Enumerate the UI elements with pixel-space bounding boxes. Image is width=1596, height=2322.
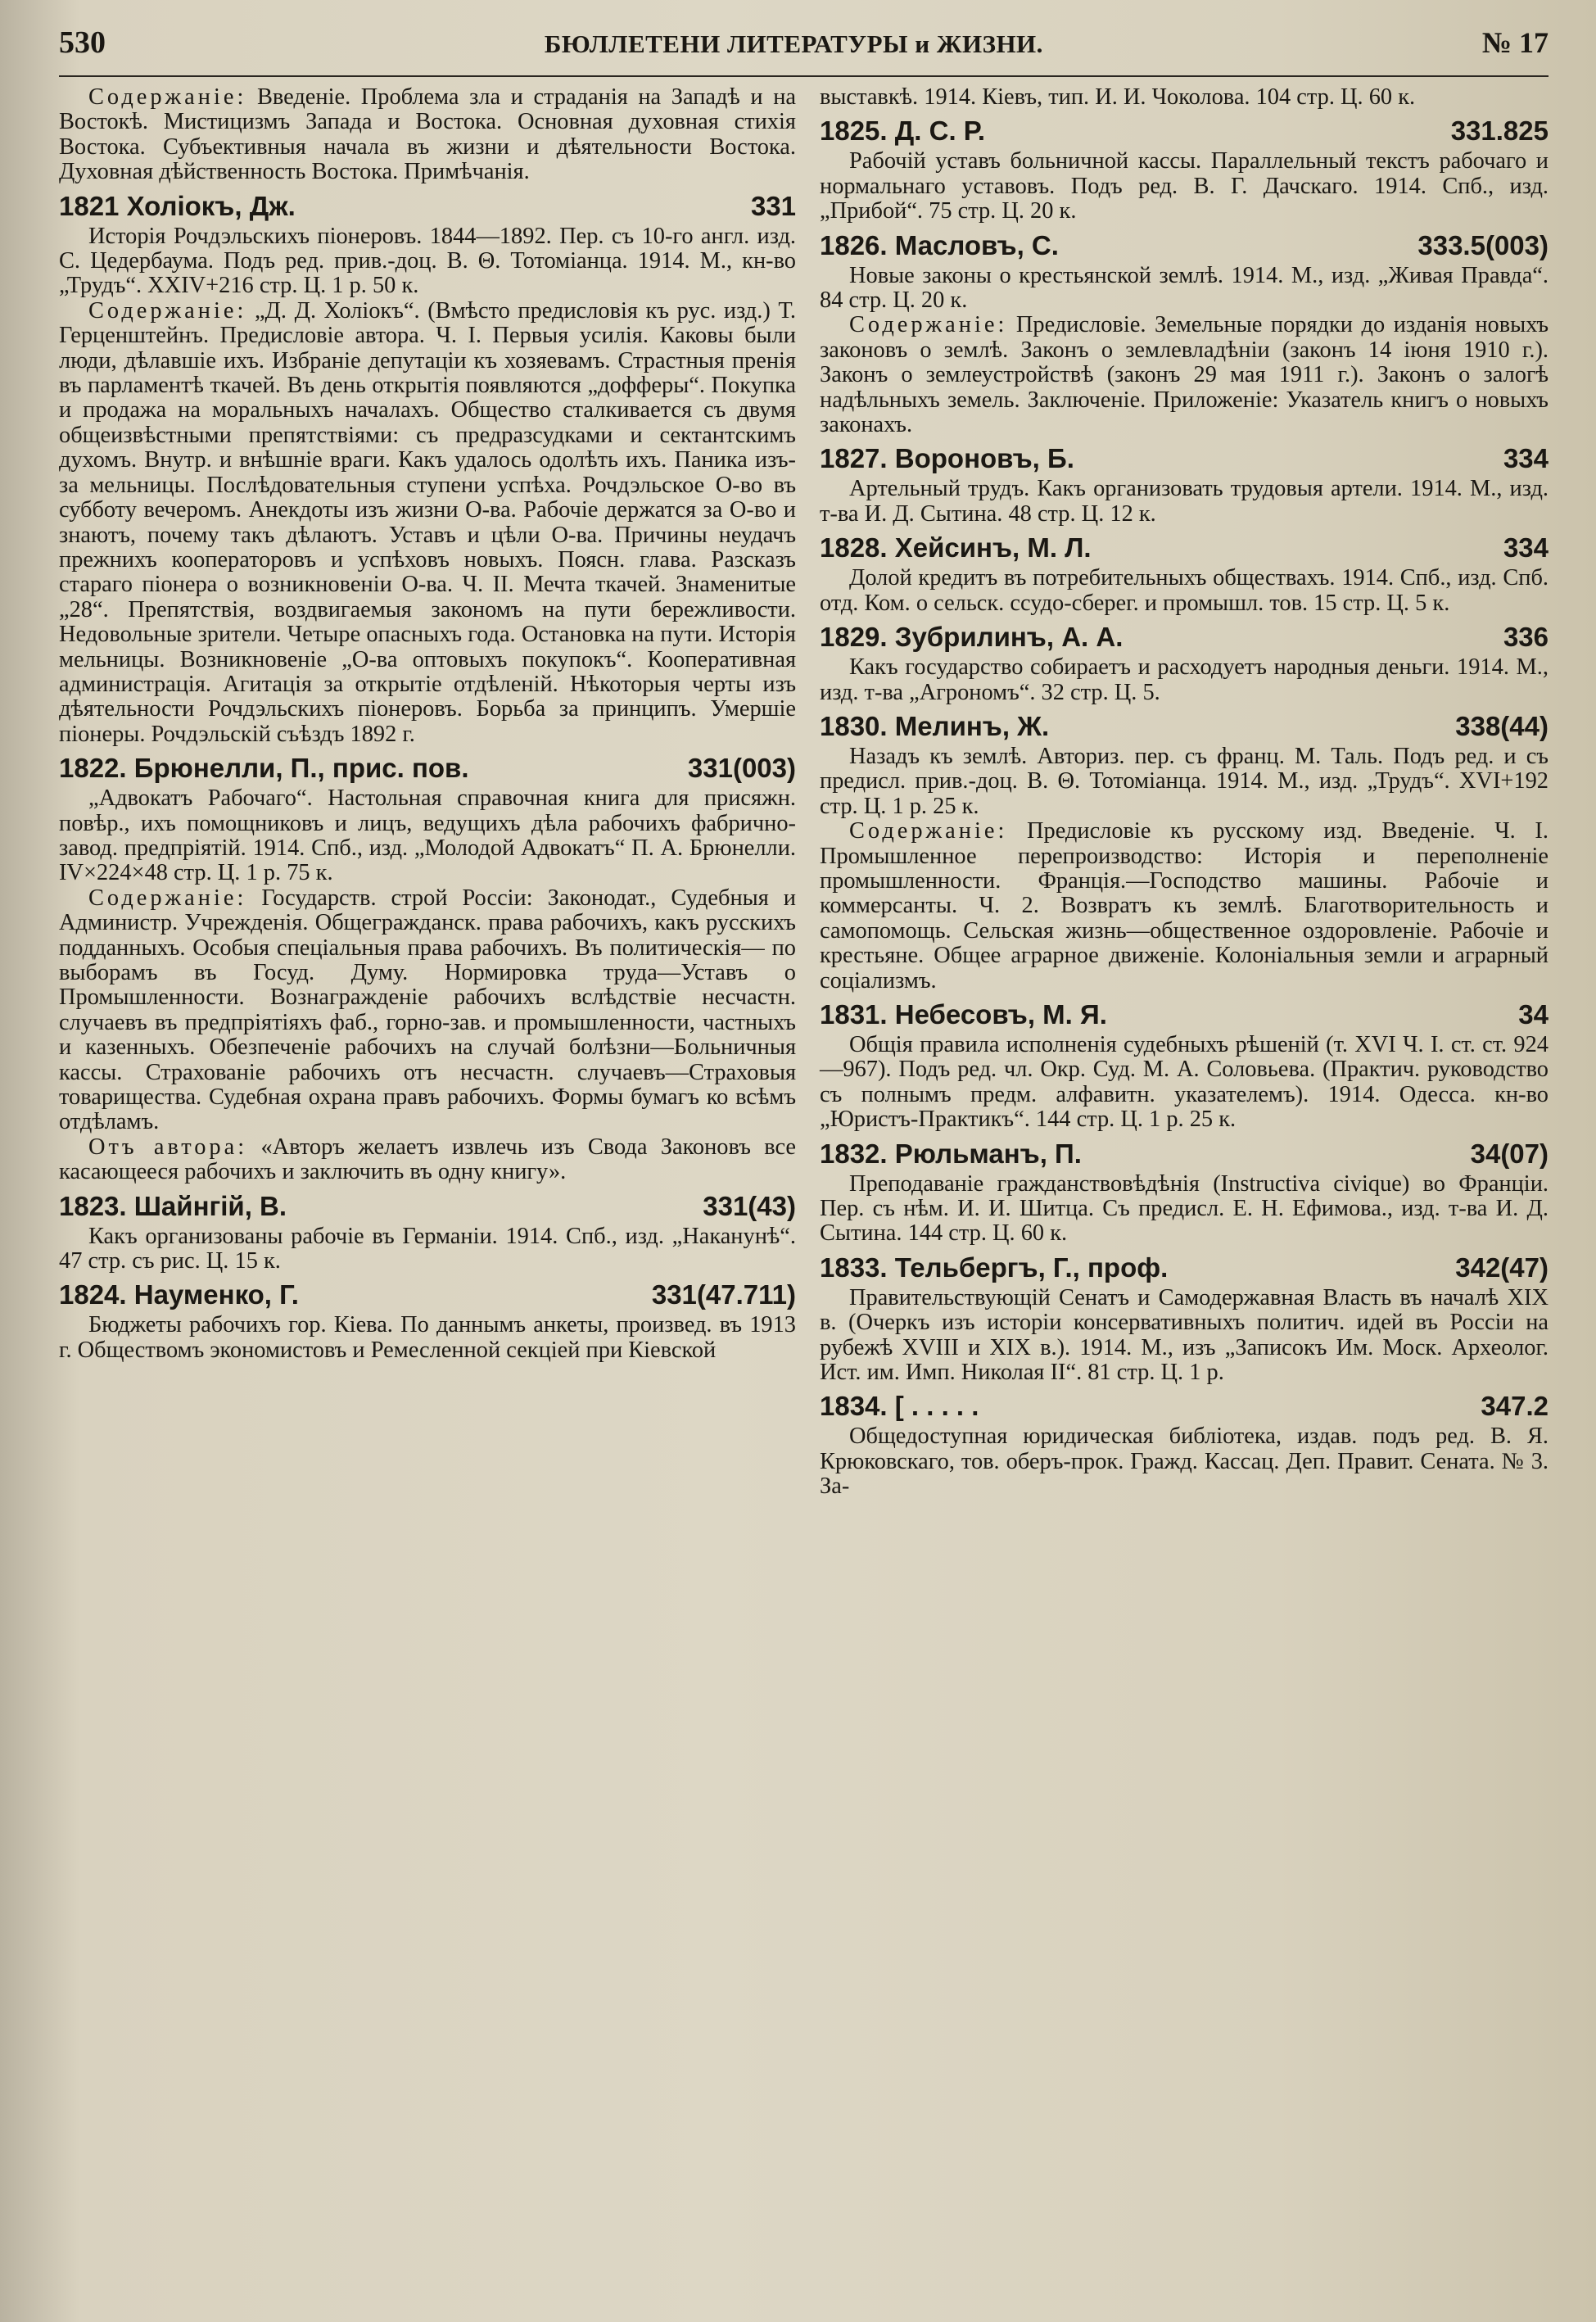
entry-classification: 336 [1503,622,1549,653]
entry-contents [820,819,1549,994]
entry-num-author [820,621,1123,654]
right-column [820,85,1549,1500]
journal-title: БЮЛЛЕТЕНИ ЛИТЕРАТУРЫ и ЖИЗНИ. [544,29,1043,58]
entry-author: Масловъ, С. [894,229,1059,260]
entry-heading [820,1138,1549,1170]
entry-number: 1832. [820,1138,888,1169]
entry-description: Какъ организованы рабочіе въ Германіи. 1914. Спб., изд. „Наканунѣ“. 47 стр. съ рис. Ц. 15 к. [59,1223,796,1274]
entry-heading [820,1252,1549,1284]
entry-number: 1831. [820,998,888,1030]
entry-classification: 333.5(003) [1417,229,1549,260]
entry-contents [59,886,796,1135]
entry-classification: 34 [1518,998,1549,1030]
page-number: 530 [59,25,106,60]
contents-text: Предисловіе къ русскому изд. Введеніе. Ч. I. Промышленное перепроизводство: Исторія и переполненіе промышленности. Франція.—Господство машины. Рабочіе и коммерсанты. Ч. 2. Возвратъ къ землѣ. Благотворительность и самопомощь. Сельская жизнь—общественное оздоровленіе. Рабочіе и крестьяне. Общее аграрное движеніе. Колоніальныя земли и аграрный соціализмъ. [820,818,1549,994]
entry-number: 1823. [59,1190,127,1221]
entry-classification: 331(43) [703,1190,796,1221]
contents-text: „Д. Д. Холіокъ“. (Вмѣсто предисловія къ рус. изд.) Т. Герценштейнъ. Предисловіе автора. Ч. I. Первыя усилія. Каковы были люди, дѣлавшіе ихъ. Избраніе депутаціи къ хозяевамъ. Страстныя пренія въ парламентѣ ткачей. Въ день открытія появляются „дофферы“. Покупка и продажа на моральныхъ началахъ. Общество сталкивается съ двумя общеизвѣстными препятствіями: съ предразсудками и сектантскимъ духомъ. Внутр. и внѣшніе враги. Какъ удалось одолѣть ихъ. Паника изъ-за мельницы. Послѣдовательныя ступени успѣха. Рочдэльское О-во въ субботу вечеромъ. Анекдоты изъ жизни О-ва. Рабочіе держатся за О-во и знаютъ, почему такъ дѣлаютъ. Уставъ и цѣли О-ва. Причины неудачъ прежнихъ кооператоровъ и успѣховъ новыхъ. Поясн. глава. Разсказъ стараго піонера о возникновеніи О-ва. Ч. II. Мечта ткачей. Знаменитые „28“. Препятствія, воздвигаемыя закономъ на пути бережливости. Недовольные зрители. Четыре опасныхъ года. Остановка на пути. Исторія мельницы. Возникновеніе „О-ва оптовыхъ покупокъ“. Кооперативная администрація. Агитація за открытіе отдѣленій. Нѣкоторыя черты изъ дѣятельности Рочдэльскихъ піонеровъ. Борьба за принципъ. Умершіе піонеры. Рочдэльскій съѣздъ 1892 г. [59,297,796,747]
entry-author: Рюльманъ, П. [894,1138,1082,1169]
entry-description: Долой кредитъ въ потребительныхъ обществахъ. 1914. Спб., изд. Спб. отд. Ком. о сельск. ссудо-сберег. и промышл. тов. 15 стр. Ц. 5 к. [820,565,1549,616]
entry-description: Артельный трудъ. Какъ организовать трудовыя артели. 1914. М., изд. т-ва И. Д. Сытина. 48 стр. Ц. 12 к. [820,476,1549,527]
author-note [59,1135,796,1185]
entry-number: 1825. [820,115,888,147]
entry-description: „Адвокатъ Рабочаго“. Настольная справочная книга для присяжн. повѣр., ихъ помощниковъ и лицъ, ведущихъ дѣла рабочихъ фабрично-завод. предпріятій. 1914. Спб., изд. „Молодой Адвокатъ“ П. А. Брюнелли. IV×224×48 стр. Ц. 1 р. 75 к. [59,785,796,886]
author-note-text: «Авторъ желаетъ извлечь изъ Свода Законовъ все касающееся рабочихъ и заключить въ одну книгу». [59,1134,796,1185]
entry-num-author [59,1190,287,1223]
contents-text: Введеніе. Проблема зла и страданія на Западѣ и на Востокѣ. Мистицизмъ Запада и Востока. Основная духовная стихія Востока. Субъективныя начала въ жизни и дѣятельности Востока. Духовная дѣйственность Востока. Примѣчанія. [59,84,796,185]
entry-heading [820,532,1549,564]
entry-number: 1827. [820,443,888,474]
entry-num-author [820,998,1107,1031]
entry-classification: 331(003) [687,753,796,784]
entry-number: 1821 [59,190,120,221]
intro-contents [59,85,796,185]
entry-number: 1833. [820,1252,888,1283]
entry-classification: 334 [1503,443,1549,474]
entry-description: Общія правила исполненія судебныхъ рѣшеній (т. XVI Ч. I. ст. ст. 924—967). Подъ ред. чл. Окр. Суд. М. А. Соловьева. (Практич. руководство съ полнымъ предм. алфавитн. указателемъ). 1914. Одесса. кн-во „Юристъ-Практикъ“. 144 стр. Ц. 1 р. 25 к. [820,1031,1549,1133]
contents-label: Содержаніе: [88,84,247,110]
entry-heading [59,190,796,223]
entry-number: 1826. [820,229,888,260]
entry-description: Преподаваніе гражданствовѣдѣнія (Instructiva civique) во Франціи. Пер. съ нѣм. И. И. Шитца. Съ предисл. Е. Н. Ефимова., изд. т-ва И. Д. Сытина. 144 стр. Ц. 60 к. [820,1170,1549,1247]
contents-label: Содержаніе: [88,885,247,911]
entry-contents [820,313,1549,437]
entry-num-author [820,442,1074,475]
entry-number: 1824. [59,1279,127,1310]
entry-number: 1828. [820,532,888,564]
entry-number: 1822. [59,753,127,784]
entry-classification: 331 [750,190,796,221]
entry-num-author [820,115,985,147]
entry-num-author [820,1138,1082,1170]
entry-classification: 331(47.711) [651,1279,796,1310]
entry-classification: 334 [1503,532,1549,564]
entry-heading [59,1279,796,1311]
left-column [59,85,796,1500]
entry-classification: 331.825 [1450,115,1549,147]
entry-number: 1834. [820,1391,888,1422]
entry-classification: 347.2 [1481,1391,1549,1422]
entry-num-author [820,1390,979,1423]
entry-heading [820,710,1549,743]
entry-heading [820,998,1549,1031]
columns [59,85,1549,1500]
entry-heading [820,442,1549,475]
entry-description: Новые законы о крестьянской землѣ. 1914. М., изд. „Живая Правда“. 84 стр. Ц. 20 к. [820,262,1549,314]
entry-author: [ . . . . . [894,1391,979,1422]
entry-classification: 338(44) [1455,710,1549,741]
entry-description: Какъ государство собираетъ и расходуетъ народныя деньги. 1914. М., изд. т-ва „Агрономъ“. 32 стр. Ц. 5. [820,654,1549,705]
entry-author: Небесовъ, М. Я. [894,998,1107,1030]
entry-description: Рабочій уставъ больничной кассы. Параллельный текстъ рабочаго и нормальнаго уставовъ. Подъ ред. В. Г. Дачскаго. 1914. Спб., изд. „Прибой“. 75 стр. Ц. 20 к. [820,148,1549,224]
entry-num-author [59,752,469,785]
entry-description: Исторія Рочдэльскихъ піонеровъ. 1844—1892. Пер. съ 10-го англ. изд. С. Цедербаума. Подъ ред. прив.-доц. В. Θ. Тотоміанца. 1914. М., кн-во „Трудъ“. XXIV+216 стр. Ц. 1 р. 50 к. [59,223,796,299]
entry-author: Вороновъ, Б. [894,443,1074,474]
contents-label: Содержаніе: [849,312,1008,338]
continuation-text: выставкѣ. 1914. Кіевъ, тип. И. И. Чоколова. 104 стр. Ц. 60 к. [820,84,1416,110]
contents-label: Содержаніе: [88,297,247,324]
entry-heading [59,752,796,785]
entry-contents [59,299,796,747]
entry-num-author [59,1279,299,1311]
entry-author: Холіокъ, Дж. [126,190,296,221]
entry-num-author [820,710,1049,743]
entry-number: 1830. [820,710,888,741]
entry-heading [820,229,1549,262]
entry-author: Хейсинъ, М. Л. [894,532,1092,564]
entry-author: Мелинъ, Ж. [894,710,1050,741]
contents-label: Содержаніе: [849,818,1008,844]
contents-text: Государств. строй Россіи: Законодат., Судебныя и Администр. Учрежденія. Общегражданск. права рабочихъ, какъ русскихъ подданныхъ. Особыя спеціальныя права рабочихъ. Въ политическія— по выборамъ въ Госуд. Думу. Нормировка труда—Уставъ о Промышленности. Вознагражденіе рабочихъ вслѣдствіе несчастн. случаевъ въ предпріятіяхъ фаб., горно-зав. и промышленности, частныхъ и казенныхъ. Обезпеченіе рабочихъ на случай болѣзни—Больничныя кассы. Страхованіе рабочихъ отъ несчастн. случаевъ—Страховыя товарищества. Судебная охрана правъ рабочихъ. Формы бумагъ ко всѣмъ отдѣламъ. [59,885,796,1135]
entry-description: Бюджеты рабочихъ гор. Кіева. По даннымъ анкеты, произвед. въ 1913 г. Обществомъ экономистовъ и Ремесленной секціей при Кіевской [59,1312,796,1363]
entry-classification: 342(47) [1455,1252,1549,1283]
entry-author: Шайнгій, В. [133,1190,287,1221]
entry-description: Общедоступная юридическая библіотека, издав. подъ ред. В. Я. Крюковскаго, тов. оберъ-прок. Гражд. Кассац. Деп. Правит. Сената. № 3. За- [820,1424,1549,1500]
entry-heading [59,1190,796,1223]
author-note-label: Отъ автора: [88,1134,248,1160]
entry-description: Назадъ къ землѣ. Авториз. пер. съ франц. М. Таль. Подъ ред. и съ предисл. прив.-доц. В. Θ. Тотоміанца. 1914. М., изд. „Трудъ“. XVI+192 стр. Ц. 1 р. 25 к. [820,743,1549,819]
issue-number: № 17 [1481,26,1549,59]
entry-author: Зубрилинъ, А. А. [894,622,1124,653]
entry-author: Науменко, Г. [133,1279,299,1310]
entry-num-author [820,532,1092,564]
entry-num-author [820,229,1059,262]
entry-number: 1829. [820,622,888,653]
page-header [59,25,1549,77]
contents-text: Предисловіе. Земельные порядки до изданія новыхъ законовъ о землѣ. Законъ о землевладѣніи (законъ 14 іюня 1910 г.). Законъ о землеустройствѣ (законъ 29 мая 1911 г.). Законъ о залогѣ надѣльныхъ земель. Заключеніе. Приложеніе: Указатель книгъ о новыхъ законахъ. [820,312,1549,438]
entry-author: Тельбергъ, Г., проф. [894,1252,1169,1283]
entry-author: Д. С. Р. [894,115,986,147]
entry-description: Правительствующій Сенатъ и Самодержавная Власть въ началѣ XIX в. (Очеркъ изъ исторіи консервативныхъ политич. идей въ Россіи на рубежѣ XVIII и XIX в.). 1914. М., изъ „Записокъ Им. Моск. Археолог. Ист. им. Имп. Николая II“. 81 стр. Ц. 1 р. [820,1284,1549,1386]
entry-heading [820,115,1549,147]
entry-author: Брюнелли, П., прис. пов. [133,753,469,784]
entry-classification: 34(07) [1470,1138,1549,1169]
entry-num-author [820,1252,1168,1284]
entry-num-author [59,190,296,223]
entry-heading [820,1390,1549,1423]
entry-heading [820,621,1549,654]
